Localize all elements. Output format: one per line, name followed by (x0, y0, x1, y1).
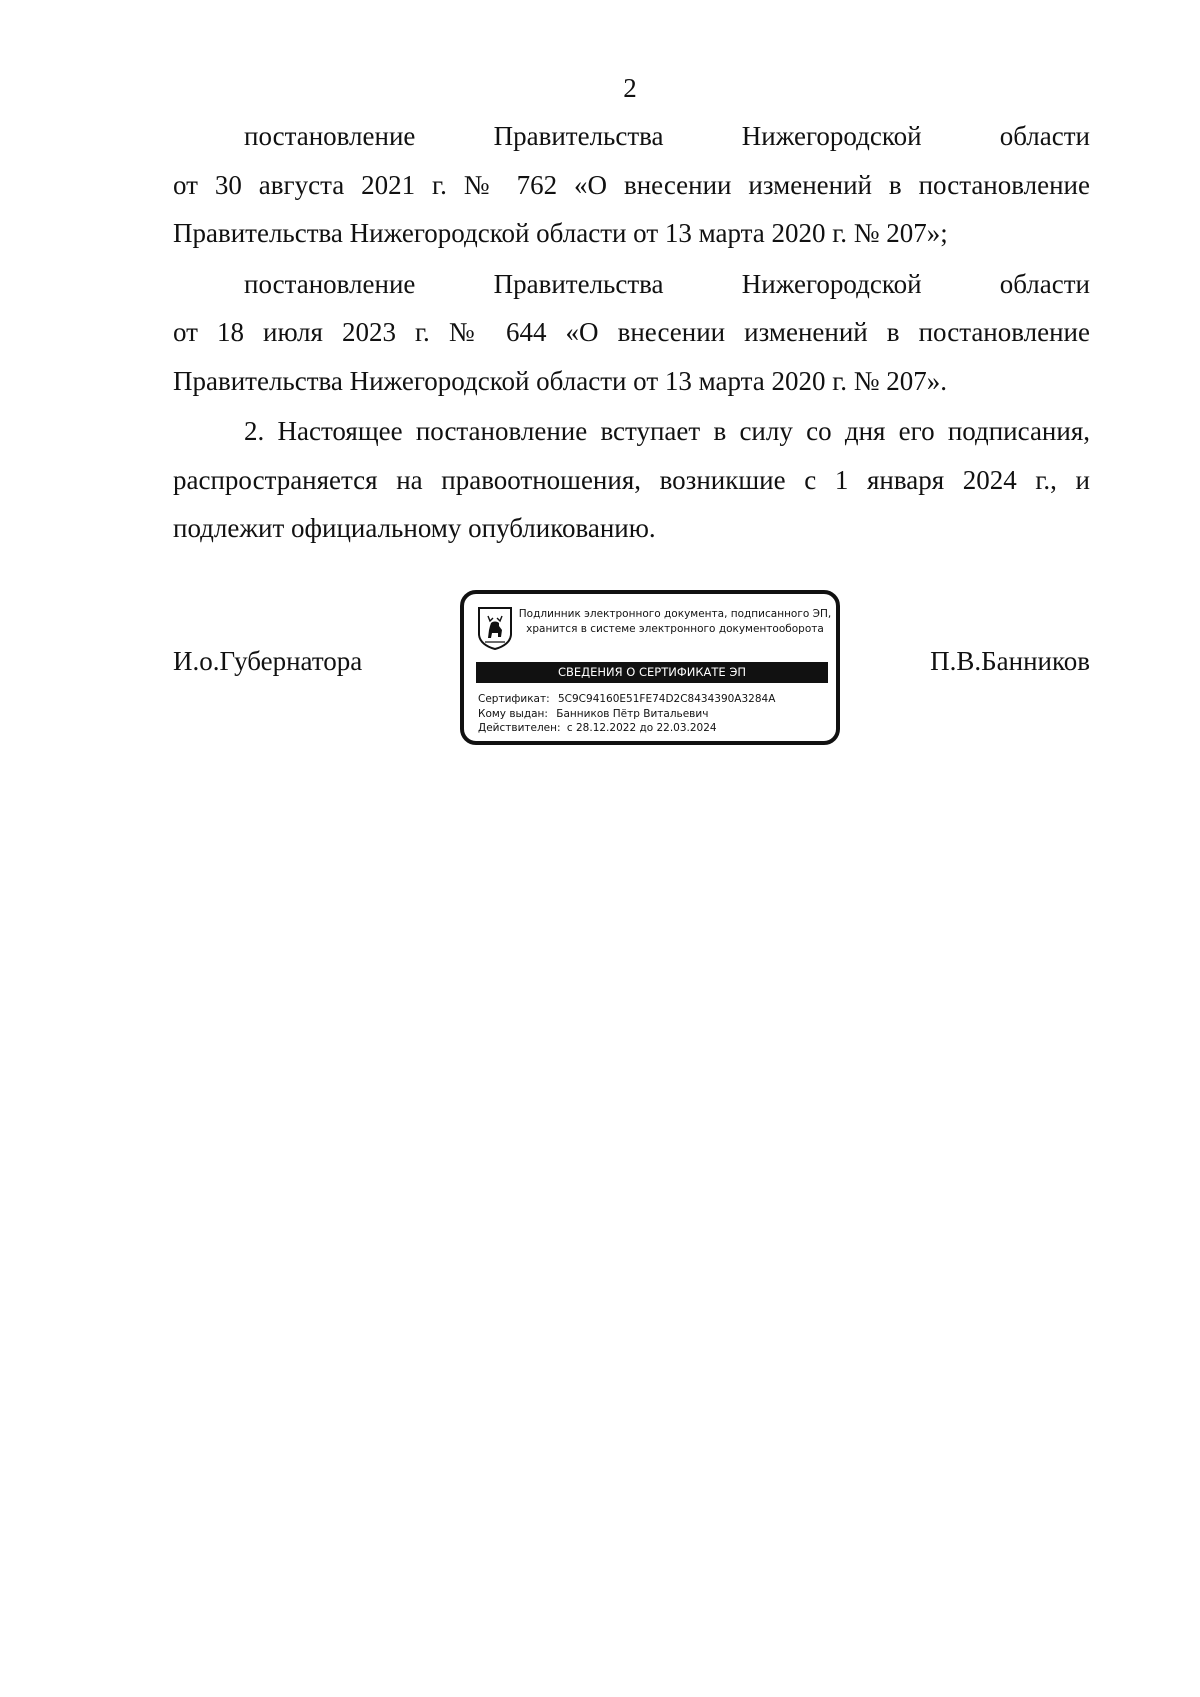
stamp-header (516, 607, 834, 637)
certificate-info-bar: СВЕДЕНИЯ О СЕРТИФИКАТЕ ЭП (476, 662, 828, 683)
certificate-label: Сертификат: (478, 693, 550, 705)
paragraph-1-text: от 30 августа 2021 г. № 762 «О внесении изменений в постановление Правительства Нижегородской области от 13 марта 2020 г. № 207»; (173, 169, 1090, 248)
valid-label: Действителен: (478, 722, 561, 734)
page-number: 2 (623, 73, 637, 103)
document-body (173, 112, 1090, 553)
issued-value: Банников Пётр Витальевич (556, 707, 709, 720)
issued-label: Кому выдан: (478, 707, 548, 720)
valid-row (478, 721, 775, 736)
paragraph-2-text: от 18 июля 2023 г. № 644 «О внесении изменений в постановление Правительства Нижегородской области от 13 марта 2020 г. № 207». (173, 317, 1090, 396)
certificate-row (478, 692, 775, 707)
stamp-header-line-1: Подлинник электронного документа, подписанного ЭП, (518, 608, 832, 620)
signatory-name: П.В.Банников (930, 646, 1090, 676)
signatory-title: И.о.Губернатора (173, 646, 363, 676)
paragraph-2-lead: постановление Правительства Нижегородской области (244, 268, 1090, 299)
paragraph-1-lead: постановление Правительства Нижегородской области (244, 121, 1090, 151)
issued-row (478, 707, 775, 722)
paragraph-3: 2. Настоящее постановление вступает в силу со дня его подписания, распространяется на правоотношения, возникшие с 1 января 2024 г., и подлежит официальному опубликованию. (173, 416, 1090, 543)
certificate-value: 5C9C94160E51FE74D2C8434390A3284A (557, 693, 776, 705)
signature-block (173, 590, 1090, 750)
coat-of-arms-icon (477, 606, 513, 650)
electronic-signature-stamp (460, 590, 840, 745)
valid-value: с 28.12.2022 до 22.03.2024 (566, 722, 717, 734)
stamp-header-line-2: хранится в системе электронного документооборота (526, 623, 824, 635)
certificate-details (478, 692, 775, 736)
